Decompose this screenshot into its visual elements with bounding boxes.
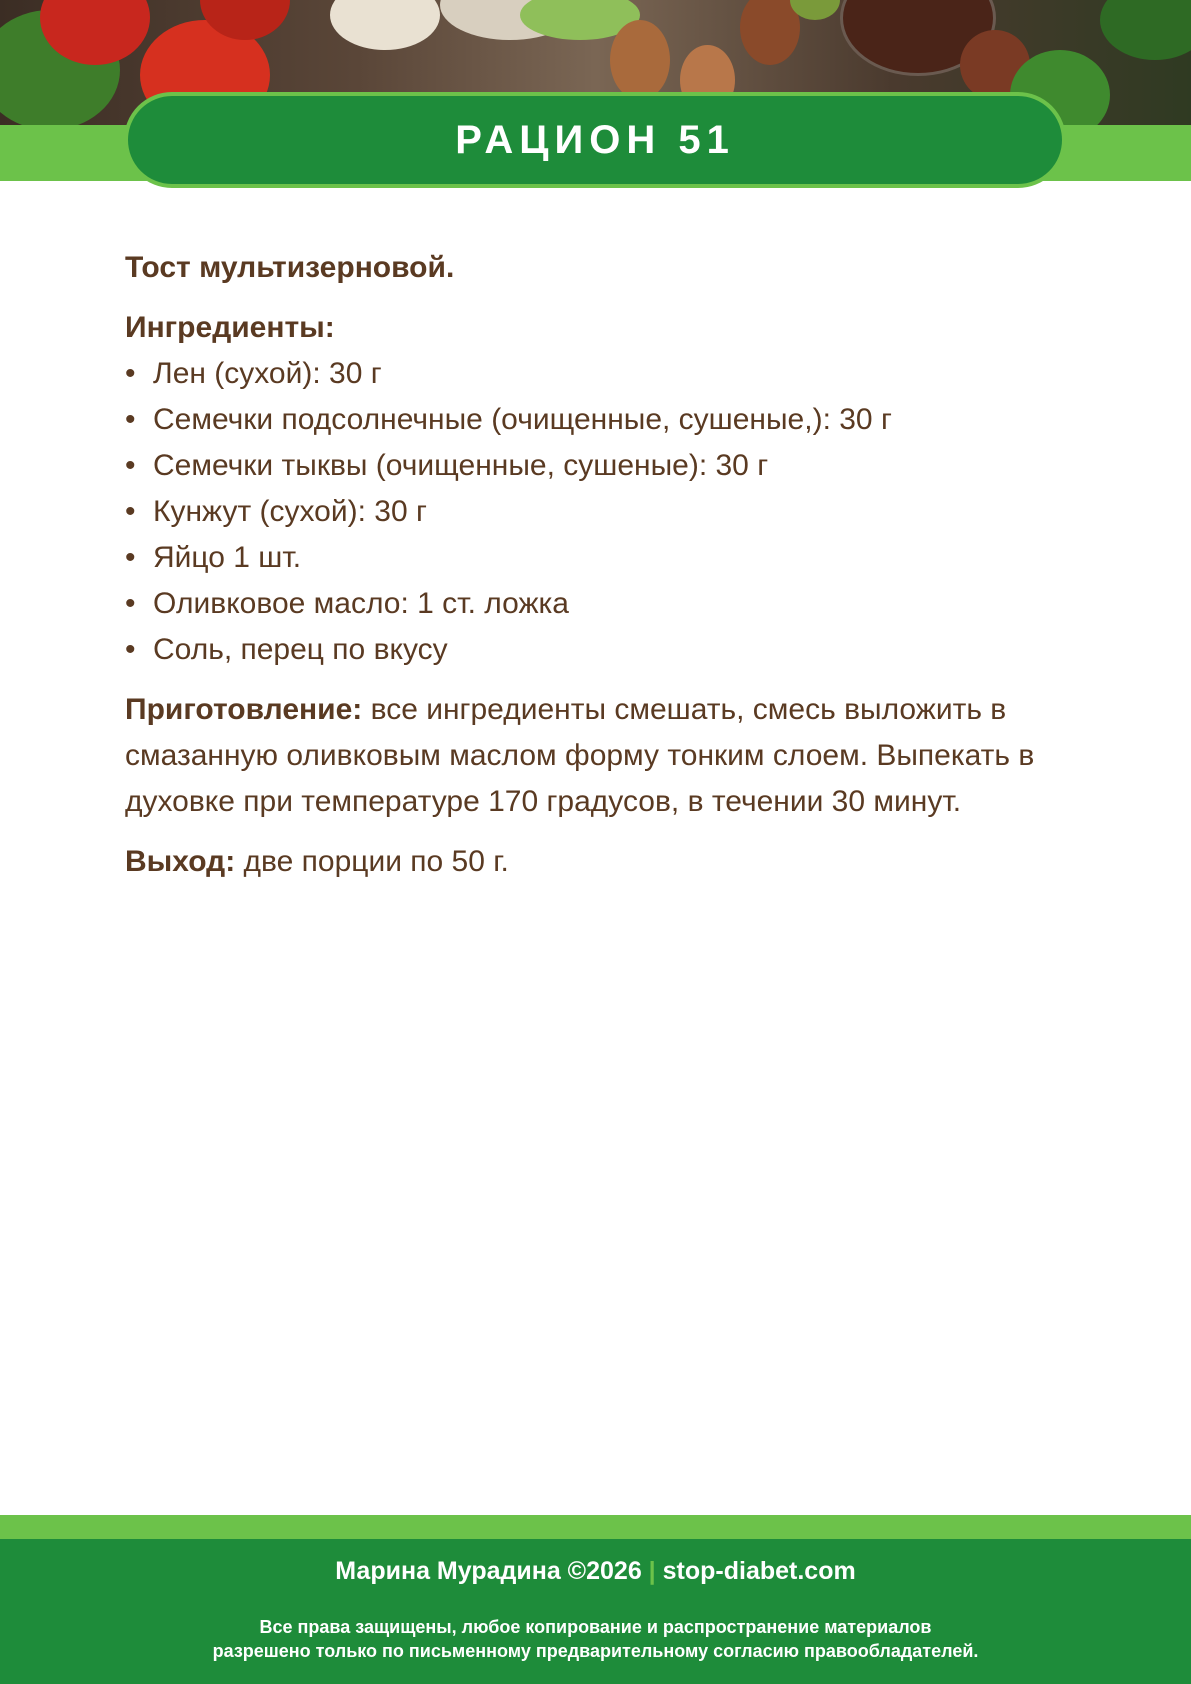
bullet-icon: •: [125, 403, 136, 436]
preparation-text: все ингредиенты смешать, смесь выложить в смазанную оливковым маслом форму тонким слоем. Выпекать в духовке при температуре 170 градусов, в течении 30 минут.: [125, 693, 1035, 818]
list-item: [125, 397, 1075, 443]
footer-green-strip: [0, 1515, 1191, 1539]
bullet-icon: •: [125, 633, 136, 666]
author-copyright: Марина Мурадина ©2026: [335, 1557, 642, 1585]
page-title: РАЦИОН 51: [455, 117, 735, 162]
bullet-icon: •: [125, 587, 136, 620]
site-link[interactable]: stop-diabet.com: [662, 1557, 856, 1585]
bullet-icon: •: [125, 495, 136, 528]
dish-name: Тост мультизерновой.: [125, 251, 455, 284]
ingredient-text: Семечки тыквы (очищенные, сушеные): 30 г: [153, 449, 769, 482]
ingredient-text: Семечки подсолнечные (очищенные, сушеные,): 30 г: [153, 403, 892, 436]
list-item: [125, 535, 1075, 581]
list-item: [125, 489, 1075, 535]
rights-line-1: Все права защищены, любое копирование и распространение материалов: [259, 1617, 932, 1637]
rights-notice: [0, 1615, 1191, 1663]
footer: [0, 1539, 1191, 1684]
bullet-icon: •: [125, 357, 136, 390]
ingredients-list: [125, 351, 1075, 673]
list-item: [125, 581, 1075, 627]
ingredients-heading: Ингредиенты:: [125, 311, 335, 344]
footer-credits: [0, 1553, 1191, 1589]
preparation-paragraph: [125, 687, 1075, 825]
footer-separator: |: [648, 1557, 656, 1585]
title-banner: [124, 92, 1066, 188]
yield-text: две порции по 50 г.: [235, 845, 509, 878]
recipe-content: [125, 245, 1075, 899]
ingredient-text: Кунжут (сухой): 30 г: [153, 495, 427, 528]
list-item: [125, 351, 1075, 397]
bullet-icon: •: [125, 449, 136, 482]
yield-paragraph: [125, 839, 1075, 885]
bullet-icon: •: [125, 541, 136, 574]
list-item: [125, 627, 1075, 673]
ingredient-text: Оливковое масло: 1 ст. ложка: [153, 587, 569, 620]
rights-line-2: разрешено только по письменному предварительному согласию правообладателей.: [212, 1641, 979, 1661]
ingredient-text: Лен (сухой): 30 г: [153, 357, 382, 390]
list-item: [125, 443, 1075, 489]
preparation-label: Приготовление:: [125, 693, 363, 726]
ingredient-text: Яйцо 1 шт.: [153, 541, 302, 574]
ingredient-text: Соль, перец по вкусу: [153, 633, 448, 666]
yield-label: Выход:: [125, 845, 236, 878]
